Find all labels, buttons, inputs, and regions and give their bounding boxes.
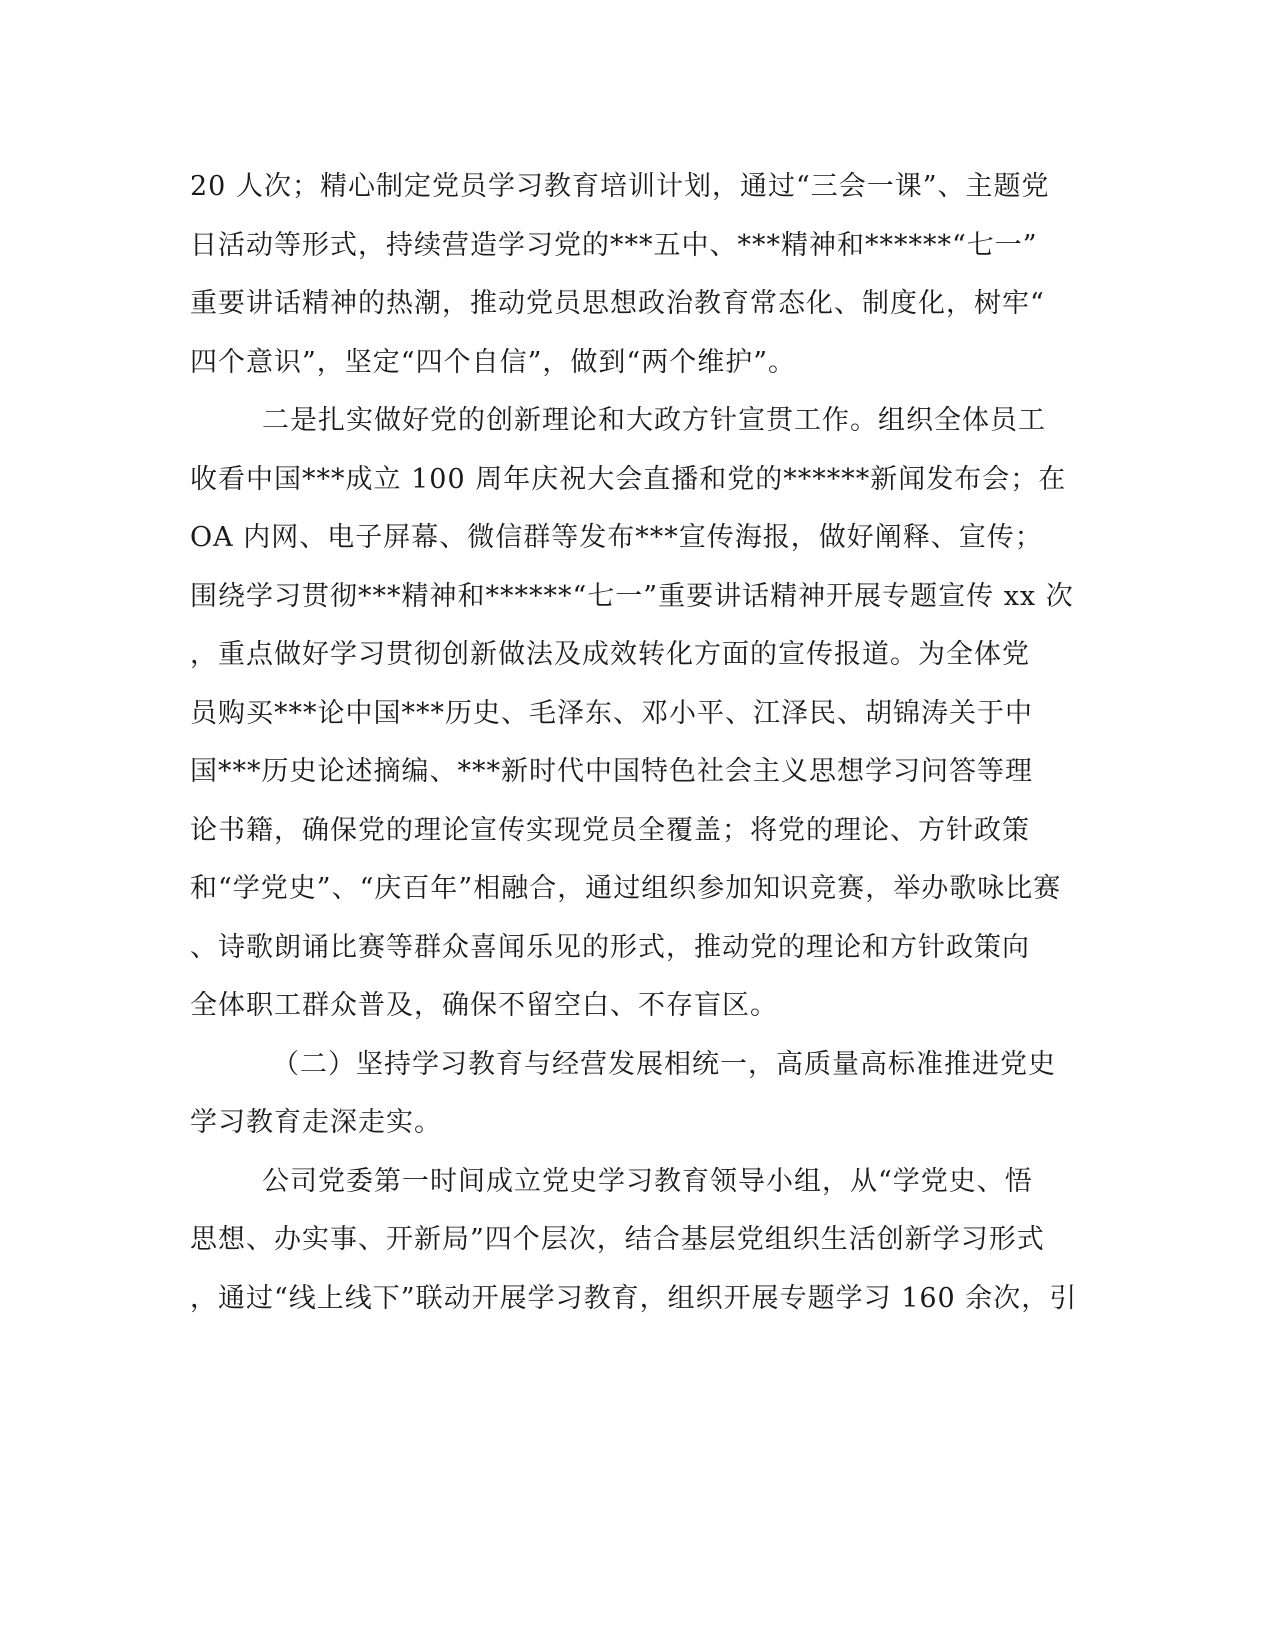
text-line: 、诗歌朗诵比赛等群众喜闻乐见的形式，推动党的理论和方针政策向 (190, 931, 1030, 963)
text-line: ，通过“线上线下”联动开展学习教育，组织开展专题学习 160 余次，引 (190, 1282, 1078, 1314)
paragraph-start-line: 公司党委第一时间成立党史学习教育领导小组，从“学党史、悟 (262, 1165, 1033, 1197)
text-line: 和“学党史”、“庆百年”相融合，通过组织参加知识竞赛，举办歌咏比赛 (190, 873, 1062, 904)
text-line: 论书籍，确保党的理论宣传实现党员全覆盖；将党的理论、方针政策 (190, 814, 1030, 846)
text-line: ，重点做好学习贯彻创新做法及成效转化方面的宣传报道。为全体党 (190, 639, 1030, 670)
text-line: 重要讲话精神的热潮，推动党员思想政治教育常态化、制度化，树牢“ (190, 288, 1045, 319)
text-line: 收看中国***成立 100 周年庆祝大会直播和党的******新闻发布会；在 (190, 463, 1067, 495)
text-line: 全体职工群众普及，确保不留空白、不存盲区。 (190, 990, 778, 1021)
section-heading-line: （二）坚持学习教育与经营发展相统一，高质量高标准推进党史 (272, 1048, 1056, 1080)
section-heading-line: 学习教育走深走实。 (190, 1107, 442, 1138)
text-line: 围绕学习贯彻***精神和******“七一”重要讲话精神开展专题宣传 xx 次 (190, 580, 1074, 612)
text-line: 日活动等形式，持续营造学习党的***五中、***精神和******“七一” (190, 229, 1038, 261)
text-line: 20 人次；精心制定党员学习教育培训计划，通过“三会一课”、主题党 (190, 171, 1050, 202)
body-text (190, 158, 1090, 1328)
paragraph-start-line: 二是扎实做好党的创新理论和大政方针宣贯工作。组织全体员工 (262, 405, 1046, 436)
text-line: 四个意识”，坚定“四个自信”，做到“两个维护”。 (190, 346, 797, 378)
text-line: 思想、办实事、开新局”四个层次，结合基层党组织生活创新学习形式 (190, 1224, 1045, 1255)
text-line: 国***历史论述摘编、***新时代中国特色社会主义思想学习问答等理 (190, 756, 1033, 787)
text-line: 员购买***论中国***历史、毛泽东、邓小平、江泽民、胡锦涛关于中 (190, 697, 1033, 729)
text-line: OA 内网、电子屏幕、微信群等发布***宣传海报，做好阐释、宣传； (190, 522, 1043, 553)
